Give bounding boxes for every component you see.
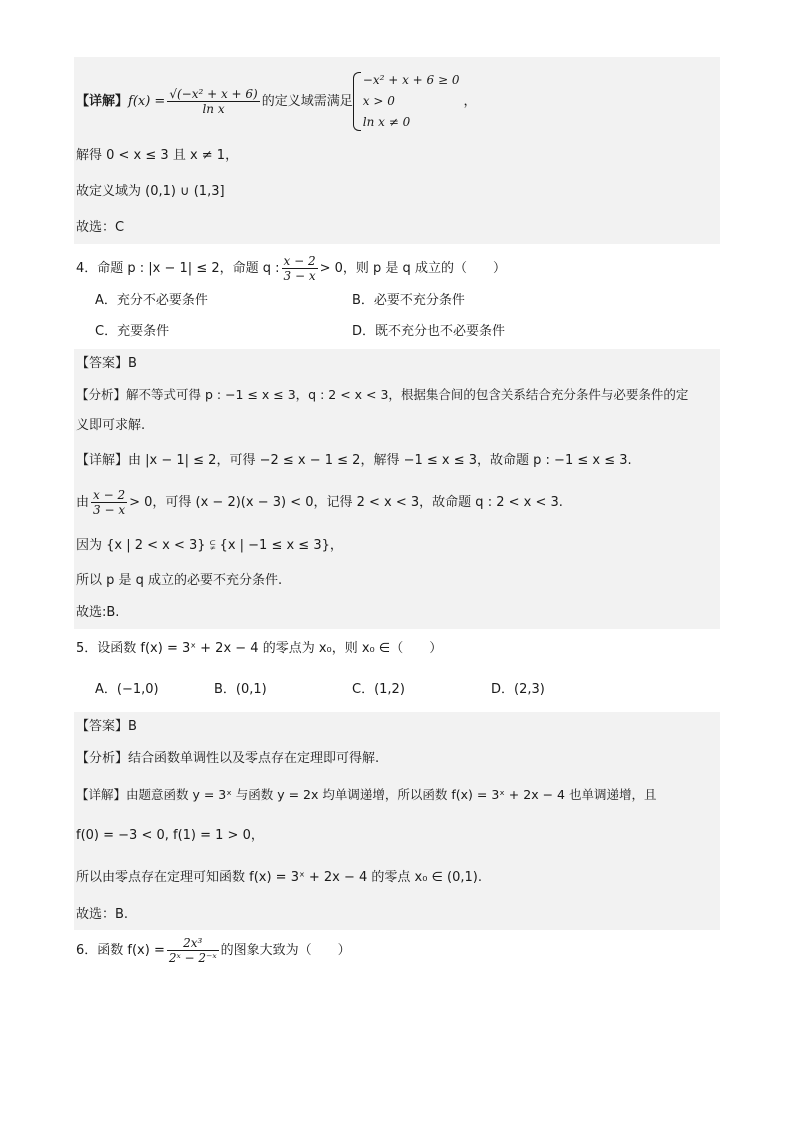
q4-stem-fraction: $\frac{x - 2}{3 - x}$: [283, 254, 316, 283]
q4-detail-4: 所以 p 是 q 成立的必要不充分条件.: [76, 573, 283, 588]
q4-analysis-1: 【分析】解不等式可得 p : −1 ≤ x ≤ 3，q : 2 < x < 3，根据集合间的包含关系结合充分条件与必要条件的定: [76, 387, 689, 402]
q5-option-a: A．(−1,0): [95, 682, 159, 697]
q5-detail-2: f(0) = −3 < 0, f(1) = 1 > 0，: [76, 828, 264, 843]
q6-stem-fraction: $\frac{\text{2x³}}{\text{2ˣ − 2⁻ˣ}}$: [168, 936, 217, 965]
q4-detail-fraction: $\frac{x - 2}{3 - x}$: [93, 488, 126, 517]
q6-stem: 6．函数 f(x) = $\frac{\text{2x³}}{\text{2ˣ − 2⁻ˣ}}$ 的图象大致为（ ）: [76, 936, 351, 965]
q4-stem: 4．命题 p : |x − 1| ≤ 2，命题 q : $\frac{x - 2}{3 - x}$ > 0，则 p 是 q 成立的（ ）: [76, 254, 506, 283]
q5-option-b: B．(0,1): [214, 682, 267, 697]
q5-option-c: C．(1,2): [352, 682, 405, 697]
q5-stem: 5．设函数 f(x) = 3ˣ + 2x − 4 的零点为 x₀，则 x₀ ∈（ ）: [76, 641, 443, 656]
q3-solve-line: 解得 0 < x ≤ 3 且 x ≠ 1，: [76, 148, 239, 163]
q4-analysis-2: 义即可求解.: [76, 418, 146, 433]
q5-option-d: D．(2,3): [491, 682, 545, 697]
q4-option-a: A．充分不必要条件: [95, 293, 208, 308]
solution-band-q5: [74, 712, 720, 930]
q4-detail-2: 由 $\frac{x - 2}{3 - x}$ > 0，可得 (x − 2)(x − 3) < 0，记得 2 < x < 3，故命题 q : 2 < x < 3.: [76, 488, 563, 517]
q4-detail-3: 因为 {x | 2 < x < 3} ⫋ {x | −1 ≤ x ≤ 3}，: [76, 538, 343, 553]
comma: ，: [463, 94, 477, 109]
q4-detail-1: 【详解】由 |x − 1| ≤ 2，可得 −2 ≤ x − 1 ≤ 2，解得 −1 ≤ x ≤ 3，故命题 p : −1 ≤ x ≤ 3.: [76, 453, 632, 468]
detail-tag: 【详解】: [76, 94, 129, 109]
q5-answer: 【答案】B: [76, 719, 137, 734]
domain-text: 的定义域需满足: [261, 94, 353, 109]
q3-choice-line: 故选：C: [76, 220, 125, 235]
q3-detail-line: [76, 70, 477, 133]
q4-option-d: D．既不充分也不必要条件: [352, 324, 506, 339]
q4-option-b: B．必要不充分条件: [352, 293, 465, 308]
condition-system: −x² + x + 6 ≥ 0 x > 0 ln x ≠ 0: [353, 70, 460, 133]
q5-detail-3: 所以由零点存在定理可知函数 f(x) = 3ˣ + 2x − 4 的零点 x₀ ∈ (0,1).: [76, 870, 483, 885]
function-label: f(x) =: [128, 94, 166, 109]
q5-analysis: 【分析】结合函数单调性以及零点存在定理即可得解.: [76, 751, 380, 766]
q4-choice: 故选:B.: [76, 605, 120, 620]
q4-option-c: C．充要条件: [95, 324, 170, 339]
q4-answer: 【答案】B: [76, 356, 137, 371]
q5-choice: 故选：B.: [76, 907, 129, 922]
q5-detail-1: 【详解】由题意函数 y = 3ˣ 与函数 y = 2x 均单调递增，所以函数 f(x) = 3ˣ + 2x − 4 也单调递增，且: [76, 787, 657, 802]
q3-domain-line: 故定义域为 (0,1) ∪ (1,3]: [76, 184, 225, 199]
domain-fraction: $\frac{\text{√(−x² + x + 6)}}{\text{ln x}}$: [169, 87, 258, 116]
